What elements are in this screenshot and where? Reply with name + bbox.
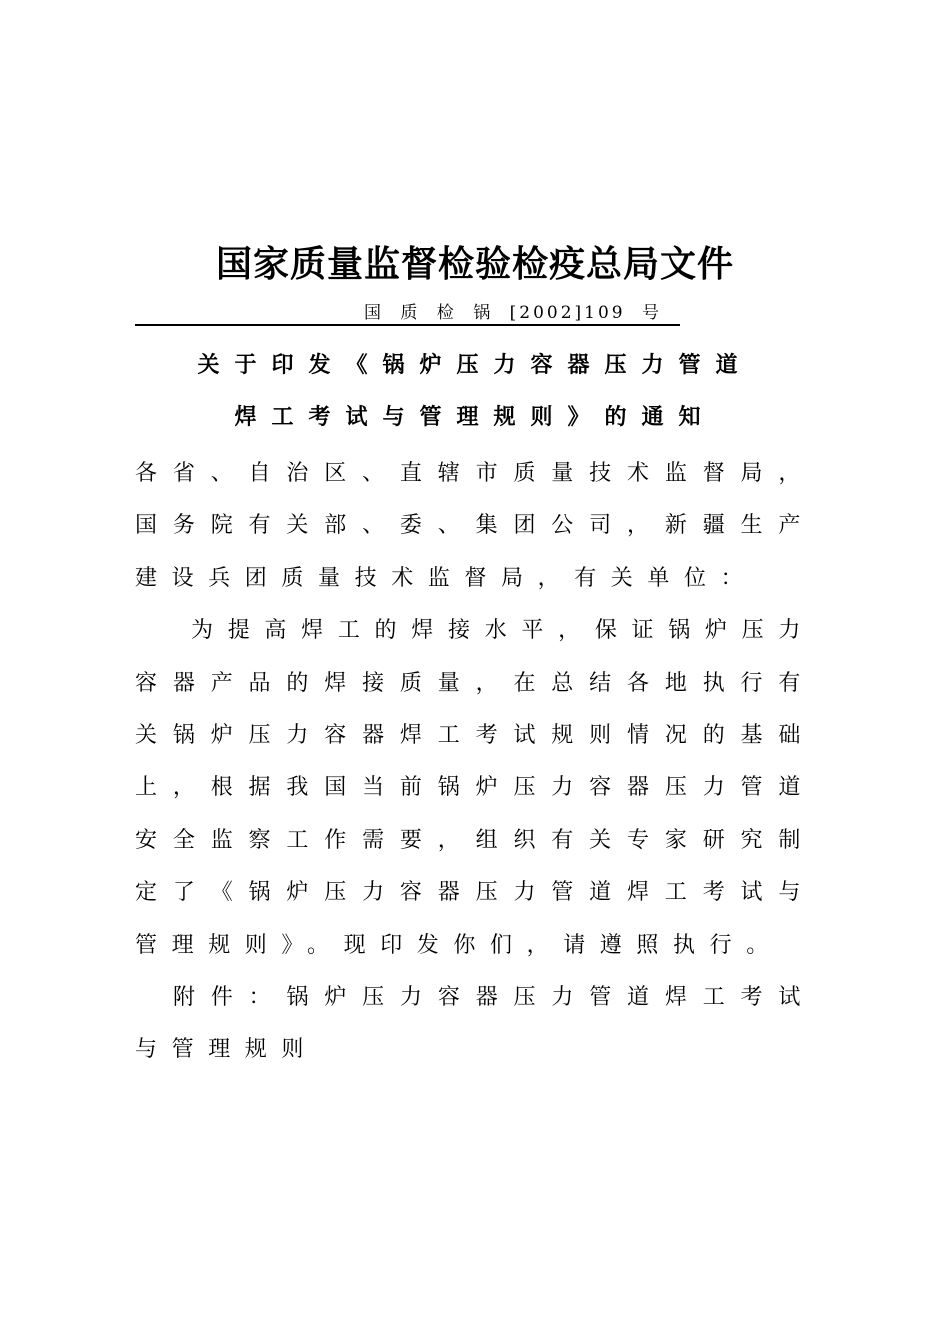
subject-title-line-1: 关于印发《锅炉压力容器压力管道 xyxy=(197,353,753,378)
attachment-paragraph: 附件：锅炉压力容器压力管道焊工考试与管理规则 xyxy=(135,985,815,1063)
document-number-rule xyxy=(135,298,680,326)
document-number: 国 质 检 锅 [2002]109 号 xyxy=(364,303,662,323)
main-paragraph: 为提高焊工的焊接水平，保证锅炉压力容器产品的焊接质量，在总结各地执行有关锅炉压力容器焊工考试规则情况的基础上，根据我国当前锅炉压力容器压力管道安全监察工作需要，组织有关专家研究制定了《锅炉压力容器压力管道焊工考试与管理规则》。现印发你们，请遵照执行。 xyxy=(135,618,815,958)
addressees-paragraph: 各省、自治区、直辖市质量技术监督局，国务院有关部、委、集团公司，新疆生产建设兵团质量技术监督局，有关单位： xyxy=(135,461,815,591)
issuer-title: 国家质量监督检验检疫总局文件 xyxy=(215,244,734,285)
subject-title-line-2: 焊工考试与管理规则》的通知 xyxy=(234,405,716,430)
document-body xyxy=(135,448,815,1077)
